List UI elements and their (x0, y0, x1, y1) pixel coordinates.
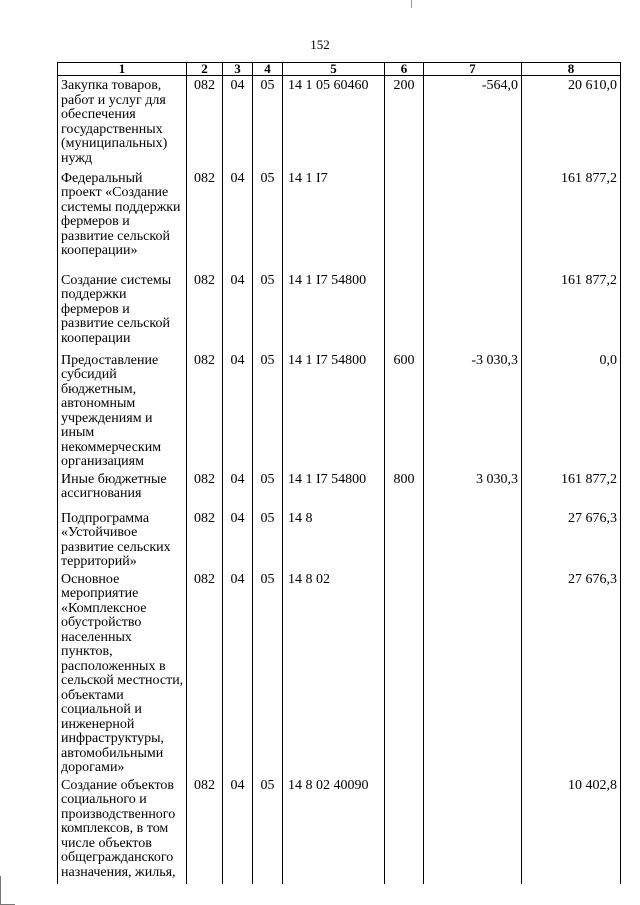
row-c5: 14 1 I7 54800 (283, 271, 385, 351)
row-c7 (424, 509, 522, 570)
row-c5: 14 8 02 (283, 570, 385, 776)
budget-table-container (57, 62, 620, 884)
header-col-1: 1 (58, 63, 187, 76)
row-c3: 04 (223, 271, 253, 351)
header-col-3: 3 (223, 63, 253, 76)
row-c5: 14 8 02 40090 (283, 776, 385, 884)
row-c6 (385, 509, 424, 570)
row-c8: 161 877,2 (522, 271, 621, 351)
row-c7 (424, 776, 522, 884)
row-c6 (385, 570, 424, 776)
row-name: Подпрограмма «Устойчивое развитие сельских территорий» (58, 509, 187, 570)
header-col-5: 5 (283, 63, 385, 76)
header-row (58, 63, 621, 76)
row-c3: 04 (223, 169, 253, 271)
header-col-8: 8 (522, 63, 621, 76)
budget-table (57, 62, 621, 884)
row-c6 (385, 776, 424, 884)
row-c3: 04 (223, 570, 253, 776)
row-c6: 600 (385, 351, 424, 470)
row-c8: 27 676,3 (522, 570, 621, 776)
row-c4: 05 (253, 776, 283, 884)
table-row (58, 776, 621, 884)
row-c5: 14 1 I7 54800 (283, 470, 385, 509)
row-c5: 14 1 I7 (283, 169, 385, 271)
row-c2: 082 (187, 169, 223, 271)
row-name: Создание системы поддержки фермеров и развитие сельской кооперации (58, 271, 187, 351)
row-c4: 05 (253, 351, 283, 470)
page-number: 152 (310, 37, 330, 52)
table-row (58, 169, 621, 271)
row-c3: 04 (223, 509, 253, 570)
row-name: Основное мероприятие «Комплексное обустройство населенных пунктов, расположенных в сельской местности, объектами социальной и инженерной инфраструктуры, автомобильными дорогами» (58, 570, 187, 776)
row-c2: 082 (187, 76, 223, 169)
row-c7 (424, 169, 522, 271)
row-c2: 082 (187, 351, 223, 470)
table-row (58, 570, 621, 776)
table-row (58, 271, 621, 351)
table-row (58, 509, 621, 570)
row-c4: 05 (253, 76, 283, 169)
row-c3: 04 (223, 470, 253, 509)
row-name: Предоставление субсидий бюджетным, автономным учреждениям и иным некоммерческим организациям (58, 351, 187, 470)
row-c7: -3 030,3 (424, 351, 522, 470)
row-c6: 200 (385, 76, 424, 169)
row-c8: 20 610,0 (522, 76, 621, 169)
row-c3: 04 (223, 76, 253, 169)
header-col-7: 7 (424, 63, 522, 76)
row-c2: 082 (187, 470, 223, 509)
row-c6 (385, 271, 424, 351)
row-c2: 082 (187, 509, 223, 570)
row-name: Иные бюджетные ассигнования (58, 470, 187, 509)
row-c4: 05 (253, 509, 283, 570)
row-c2: 082 (187, 570, 223, 776)
row-c3: 04 (223, 776, 253, 884)
header-col-4: 4 (253, 63, 283, 76)
row-c8: 0,0 (522, 351, 621, 470)
row-c8: 161 877,2 (522, 470, 621, 509)
row-name: Создание объектов социального и производственного комплексов, в том числе объектов общегражданского назначения, жилья, (58, 776, 187, 884)
row-c4: 05 (253, 470, 283, 509)
row-c5: 14 8 (283, 509, 385, 570)
row-c8: 27 676,3 (522, 509, 621, 570)
table-row (58, 470, 621, 509)
scan-tick-mark (411, 0, 412, 8)
header-col-2: 2 (187, 63, 223, 76)
row-name: Закупка товаров, работ и услуг для обеспечения государственных (муниципальных) нужд (58, 76, 187, 169)
header-col-6: 6 (385, 63, 424, 76)
row-name: Федеральный проект «Создание системы поддержки фермеров и развитие сельской кооперации» (58, 169, 187, 271)
row-c8: 10 402,8 (522, 776, 621, 884)
scan-corner-mark (0, 876, 15, 905)
row-c7: -564,0 (424, 76, 522, 169)
row-c3: 04 (223, 351, 253, 470)
row-c5: 14 1 I7 54800 (283, 351, 385, 470)
row-c7 (424, 271, 522, 351)
row-c4: 05 (253, 271, 283, 351)
row-c2: 082 (187, 271, 223, 351)
row-c7 (424, 570, 522, 776)
row-c5: 14 1 05 60460 (283, 76, 385, 169)
table-row (58, 351, 621, 470)
row-c4: 05 (253, 169, 283, 271)
table-row (58, 76, 621, 169)
row-c8: 161 877,2 (522, 169, 621, 271)
row-c6: 800 (385, 470, 424, 509)
row-c7: 3 030,3 (424, 470, 522, 509)
row-c2: 082 (187, 776, 223, 884)
row-c6 (385, 169, 424, 271)
row-c4: 05 (253, 570, 283, 776)
